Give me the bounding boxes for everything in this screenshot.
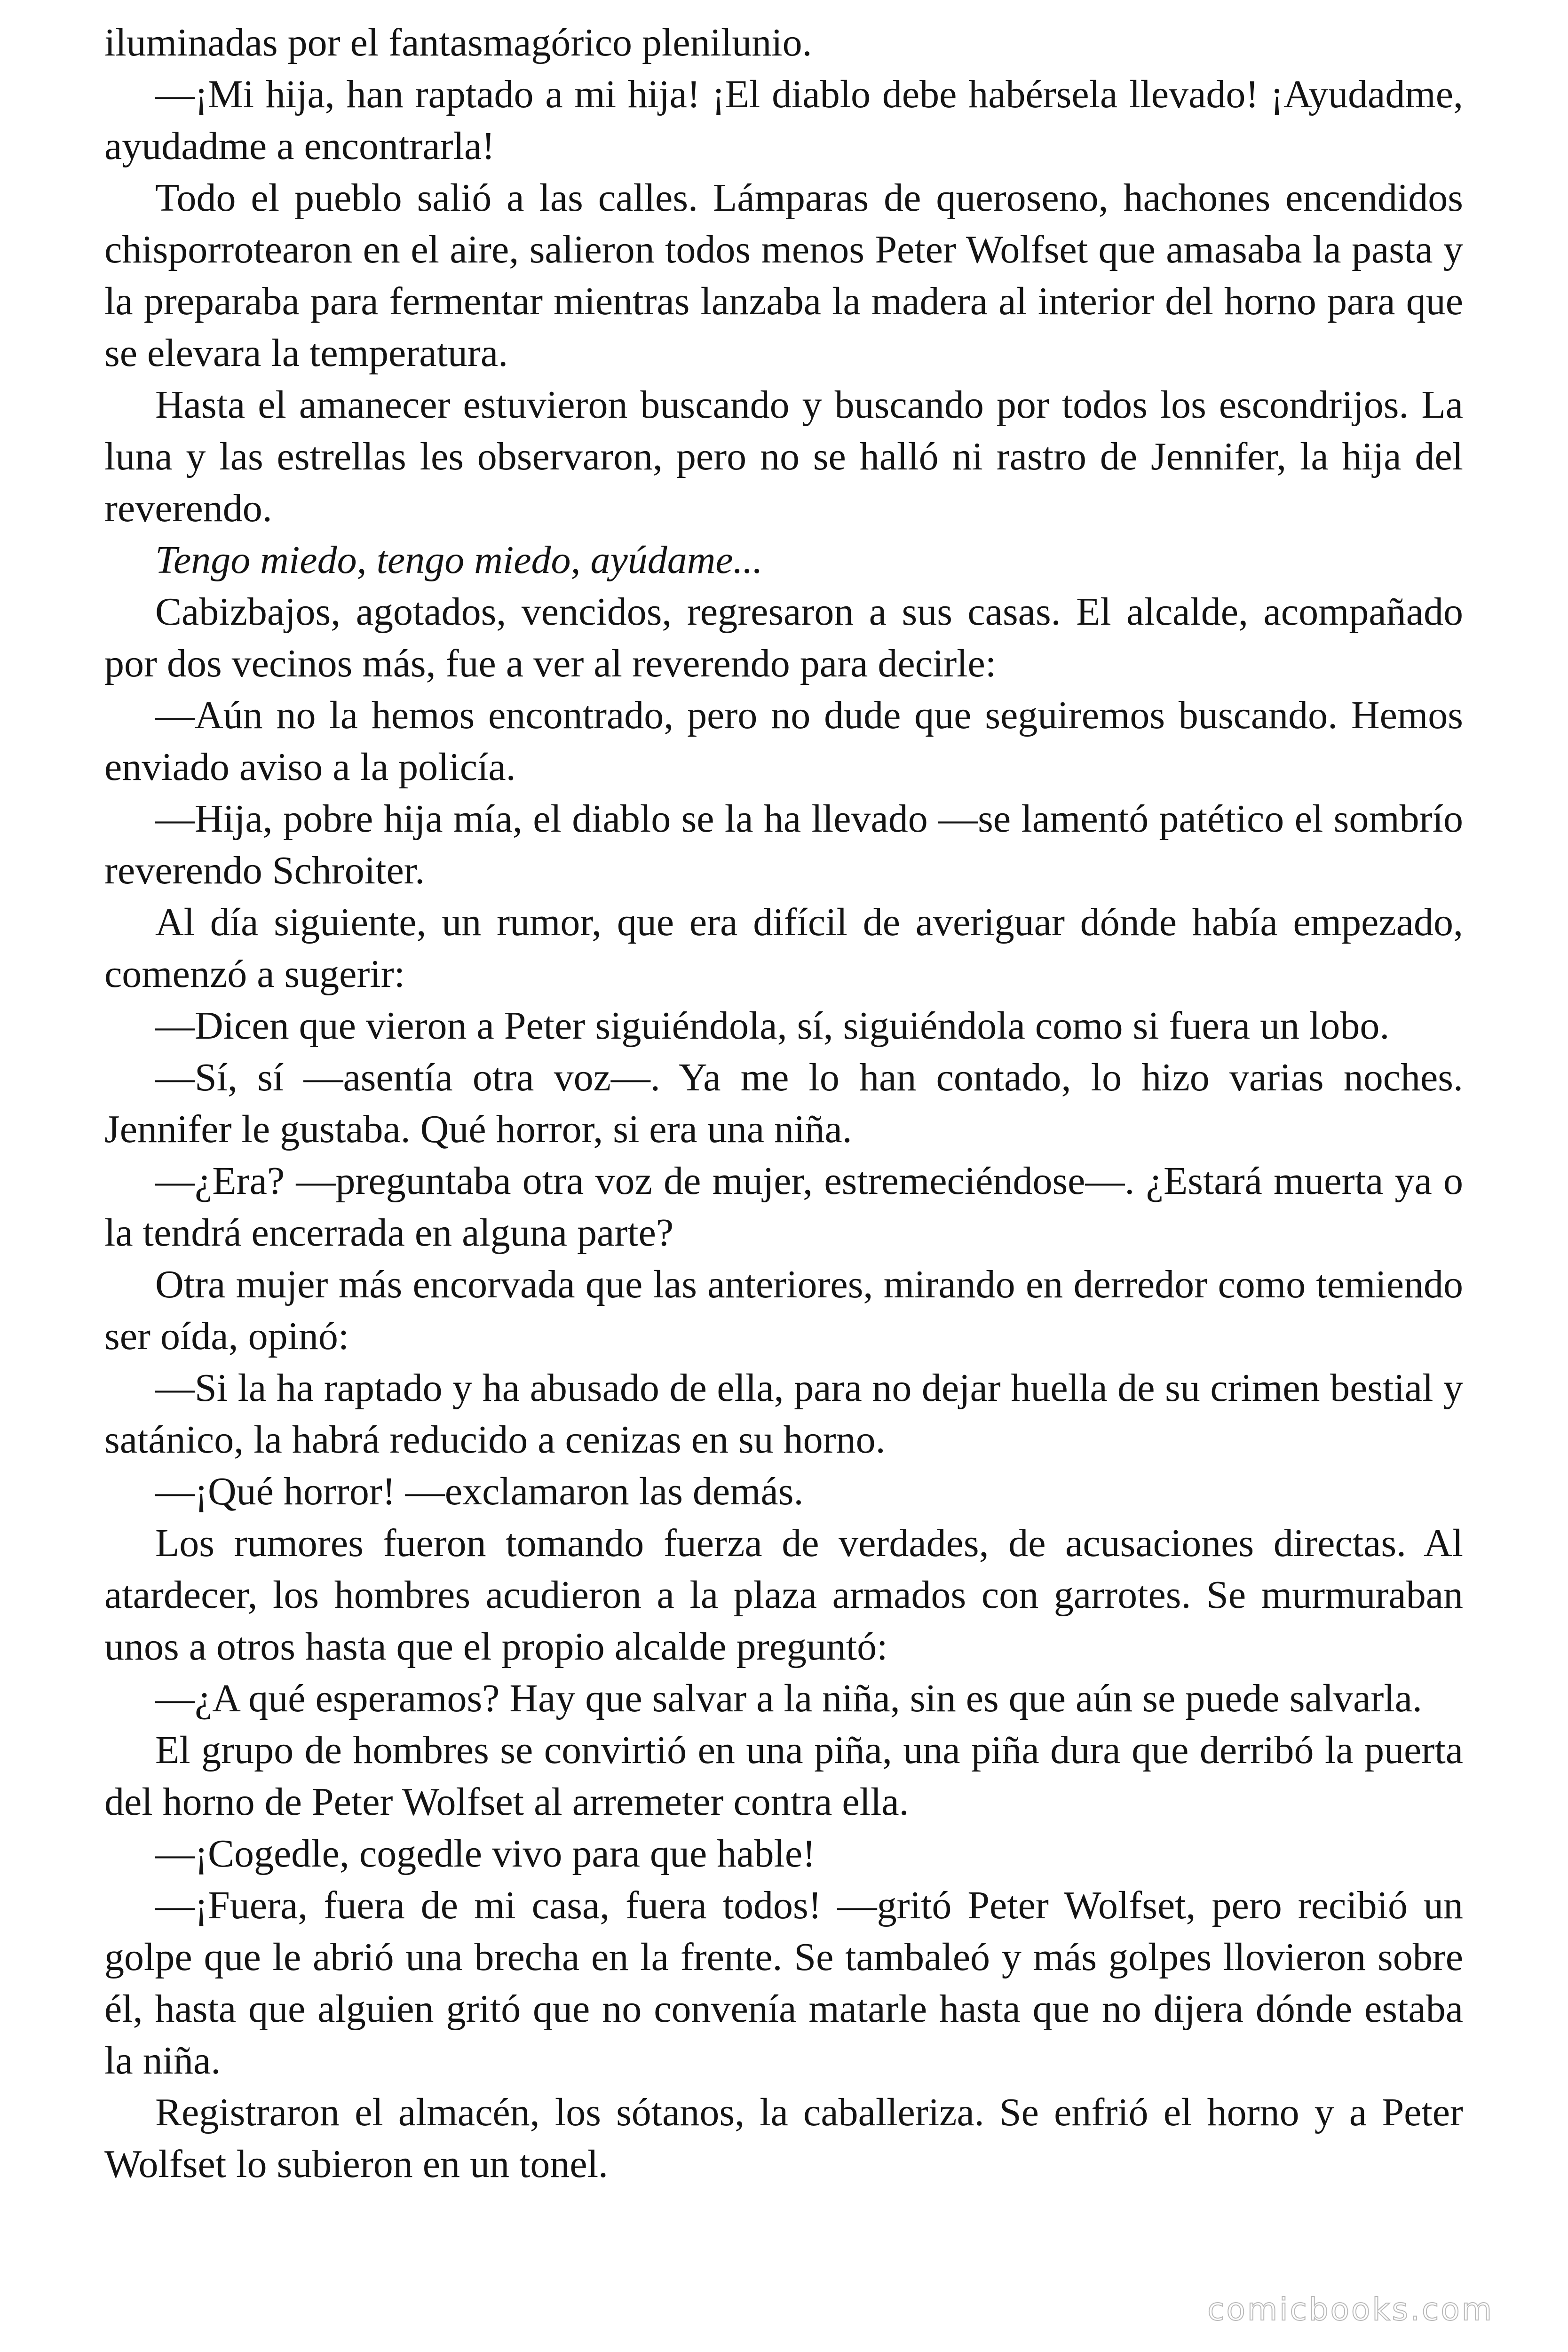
paragraph: Tengo miedo, tengo miedo, ayúdame... — [155, 538, 763, 582]
paragraph: —¡Qué horror! —exclamaron las demás. — [155, 1470, 804, 1513]
paragraph: Al día siguiente, un rumor, que era difícil de averiguar dónde había empezado, comenzó a sugerir: — [104, 900, 1463, 996]
paragraph: —Dicen que vieron a Peter siguiéndola, sí, siguiéndola como si fuera un lobo. — [155, 1004, 1390, 1048]
paragraph: —¿Era? —preguntaba otra voz de mujer, estremeciéndose—. ¿Estará muerta ya o la tendrá encerrada en alguna parte? — [104, 1159, 1463, 1255]
paragraph: Registraron el almacén, los sótanos, la caballeriza. Se enfrió el horno y a Peter Wolfset lo subieron en un tonel. — [104, 2090, 1463, 2186]
paragraph: —¡Cogedle, cogedle vivo para que hable! — [155, 1832, 816, 1875]
paragraph: —Hija, pobre hija mía, el diablo se la ha llevado —se lamentó patético el sombrío reverendo Schroiter. — [104, 797, 1463, 892]
paragraph: —Aún no la hemos encontrado, pero no dude que seguiremos buscando. Hemos enviado aviso a la policía. — [104, 693, 1463, 789]
paragraph: El grupo de hombres se convirtió en una piña, una piña dura que derribó la puerta del horno de Peter Wolfset al arremeter contra ella. — [104, 1728, 1463, 1824]
paragraph: —¡Fuera, fuera de mi casa, fuera todos! —gritó Peter Wolfset, pero recibió un golpe que le abrió una brecha en la frente. Se tambaleó y más golpes llovieron sobre él, hasta que alguien gritó que no convenía matarle hasta que no dijera dónde estaba la niña. — [104, 1883, 1463, 2082]
paragraph: Otra mujer más encorvada que las anteriores, mirando en derredor como temiendo ser oída, opinó: — [104, 1263, 1463, 1358]
paragraph: —¿A qué esperamos? Hay que salvar a la niña, sin es que aún se puede salvarla. — [155, 1677, 1423, 1720]
paragraph: Todo el pueblo salió a las calles. Lámparas de queroseno, hachones encendidos chisporrotearon en el aire, salieron todos menos Peter Wolfset que amasaba la pasta y la preparaba para fermentar mientras lanzaba la madera al interior del horno para que se elevara la temperatura. — [104, 176, 1463, 375]
paragraph: —Si la ha raptado y ha abusado de ella, para no dejar huella de su crimen bestial y satánico, la habrá reducido a cenizas en su horno. — [104, 1366, 1463, 1462]
paragraph: Hasta el amanecer estuvieron buscando y buscando por todos los escondrijos. La luna y las estrellas les observaron, pero no se halló ni rastro de Jennifer, la hija del reverendo. — [104, 383, 1463, 530]
paragraph: Los rumores fueron tomando fuerza de verdades, de acusaciones directas. Al atardecer, los hombres acudieron a la plaza armados con garrotes. Se murmuraban unos a otros hasta que el propio alcalde preguntó: — [104, 1521, 1463, 1669]
paragraph: —¡Mi hija, han raptado a mi hija! ¡El diablo debe habérsela llevado! ¡Ayudadme, ayudadme a encontrarla! — [104, 72, 1463, 168]
paragraph: —Sí, sí —asentía otra voz—. Ya me lo han contado, lo hizo varias noches. Jennifer le gustaba. Qué horror, si era una niña. — [104, 1056, 1463, 1151]
paragraph: Cabizbajos, agotados, vencidos, regresaron a sus casas. El alcalde, acompañado por dos vecinos más, fue a ver al reverendo para decirle: — [104, 590, 1463, 685]
page-body — [104, 17, 1463, 2190]
watermark: comicbooks.com — [1207, 2291, 1494, 2328]
paragraph: iluminadas por el fantasmagórico plenilunio. — [104, 21, 812, 64]
